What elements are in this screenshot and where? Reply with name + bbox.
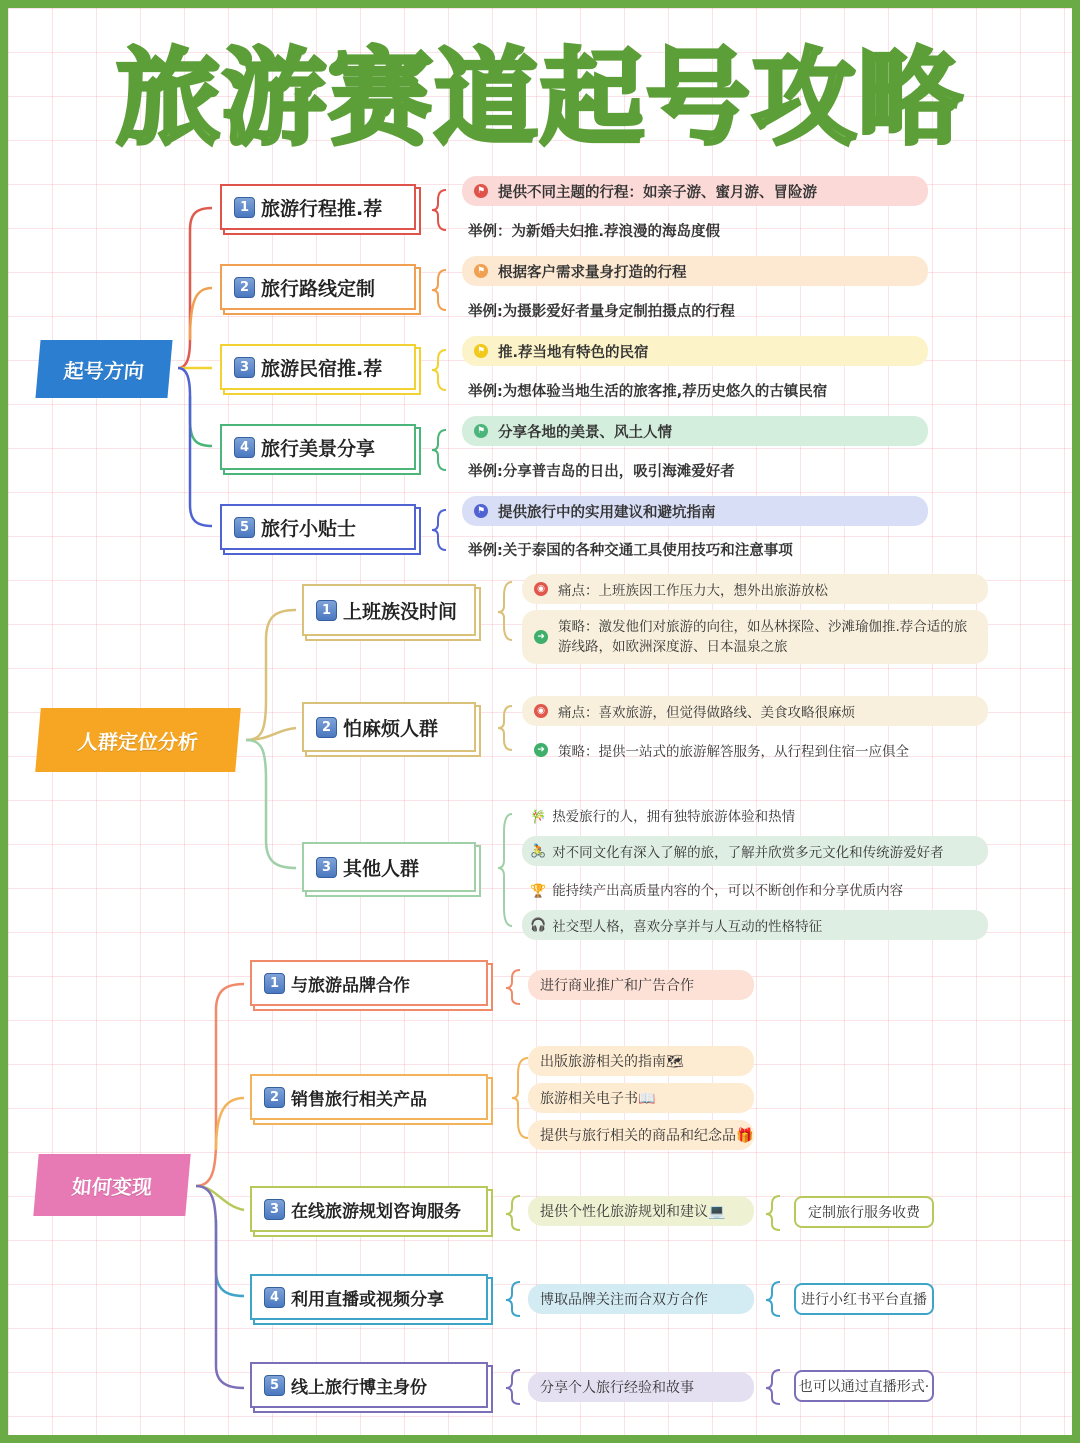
direction-example-5: 举例:关于泰国的各种交通工具使用技巧和注意事项: [468, 543, 793, 559]
direction-point-3: ⚑ 推.荐当地有特色的民宿: [462, 336, 928, 366]
flag-icon: ⚑: [474, 504, 488, 518]
number-badge: 5: [234, 517, 255, 538]
flag-icon: ⚑: [474, 264, 488, 278]
direction-item-label: 旅游行程推.荐: [261, 197, 383, 220]
number-badge: 4: [234, 437, 255, 458]
monetize-sub-4-1: 博取品牌关注而合双方合作: [528, 1284, 754, 1314]
audience-group-3: [302, 842, 476, 892]
monetize-item-3: [250, 1186, 488, 1232]
number-badge: 3: [316, 857, 337, 878]
number-badge: 4: [264, 1287, 285, 1308]
direction-example-3: 举例:为想体验当地生活的旅客推,荐历史悠久的古镇民宿: [468, 384, 828, 400]
strategy-icon: ➜: [534, 630, 548, 644]
category-audience: 人群定位分析: [35, 708, 241, 772]
monetize-item-label: 与旅游品牌合作: [291, 975, 410, 996]
audience-group-1: [302, 584, 476, 636]
flag-icon: ⚑: [474, 424, 488, 438]
number-badge: 2: [316, 717, 337, 738]
number-badge: 1: [264, 973, 285, 994]
category-direction: 起号方向: [35, 340, 172, 398]
flag-icon: ⚑: [474, 344, 488, 358]
direction-point-2: ⚑ 根据客户需求量身打造的行程: [462, 256, 928, 286]
direction-item-label: 旅行路线定制: [261, 277, 376, 300]
direction-item-2: [220, 264, 416, 310]
cyclist-icon: 🚴: [530, 843, 547, 859]
audience-group-label: 怕麻烦人群: [343, 717, 439, 740]
audience-point-1-1: ◉ 痛点：上班族因工作压力大，想外出旅游放松: [522, 574, 988, 604]
audience-point-3-3: 🏆 能持续产出高质量内容的个，可以不断创作和分享优质内容: [530, 883, 904, 899]
monetize-sub-2-3: 提供与旅行相关的商品和纪念品🎁: [528, 1120, 754, 1150]
monetize-sub-2-1: 出版旅游相关的指南🗺: [528, 1046, 754, 1076]
monetize-extra-5: 也可以通过直播形式·: [794, 1370, 934, 1402]
monetize-item-2: [250, 1074, 488, 1120]
monetize-extra-4: 进行小红书平台直播: [794, 1283, 934, 1315]
direction-item-label: 旅行美景分享: [261, 437, 376, 460]
headphones-icon: 🎧: [530, 917, 547, 933]
audience-point-1-2: ➜ 策略：激发他们对旅游的向往，如丛林探险、沙滩瑜伽推.荐合适的旅游线路，如欧洲深度游、日本温泉之旅: [522, 610, 988, 664]
audience-point-2-1: ◉ 痛点：喜欢旅游，但觉得做路线、美食攻略很麻烦: [522, 696, 988, 726]
direction-item-3: [220, 344, 416, 390]
page-title: 旅游赛道起号攻略: [115, 37, 964, 159]
monetize-item-label: 在线旅游规划咨询服务: [291, 1201, 461, 1222]
pain-icon: ◉: [534, 704, 548, 718]
number-badge: 2: [264, 1087, 285, 1108]
audience-point-3-2: 🚴 对不同文化有深入了解的旅，了解并欣赏多元文化和传统游爱好者: [522, 836, 988, 866]
monetize-item-5: [250, 1362, 488, 1408]
monetize-item-label: 利用直播或视频分享: [291, 1289, 444, 1310]
category-monetize: 如何变现: [33, 1154, 190, 1216]
direction-item-label: 旅游民宿推.荐: [261, 357, 383, 380]
monetize-sub-1-1: 进行商业推广和广告合作: [528, 970, 754, 1000]
bamboo-icon: 🎋: [530, 810, 547, 825]
monetize-item-1: [250, 960, 488, 1006]
direction-point-4: ⚑ 分享各地的美景、风土人情: [462, 416, 928, 446]
trophy-icon: 🏆: [530, 884, 547, 899]
direction-example-2: 举例:为摄影爱好者量身定制拍摄点的行程: [468, 304, 735, 320]
monetize-item-4: [250, 1274, 488, 1320]
direction-item-4: [220, 424, 416, 470]
audience-point-3-4: 🎧 社交型人格，喜欢分享并与人互动的性格特征: [522, 910, 988, 940]
direction-example-1: 举例：为新婚夫妇推.荐浪漫的海岛度假: [468, 224, 721, 240]
audience-group-label: 上班族没时间: [343, 600, 458, 623]
pain-icon: ◉: [534, 582, 548, 596]
number-badge: 3: [264, 1199, 285, 1220]
monetize-sub-3-1: 提供个性化旅游规划和建议💻: [528, 1196, 754, 1226]
direction-item-5: [220, 504, 416, 550]
audience-point-3-1: 🎋 热爱旅行的人，拥有独特旅游体验和热情: [530, 809, 796, 825]
audience-group-label: 其他人群: [343, 857, 420, 880]
direction-item-label: 旅行小贴士: [261, 517, 357, 540]
audience-group-2: [302, 702, 476, 752]
audience-point-2-2: ➜ 策略：提供一站式的旅游解答服务，从行程到住宿一应俱全: [534, 740, 909, 760]
number-badge: 2: [234, 277, 255, 298]
flag-icon: ⚑: [474, 184, 488, 198]
monetize-item-label: 销售旅行相关产品: [291, 1089, 427, 1110]
direction-point-5: ⚑ 提供旅行中的实用建议和避坑指南: [462, 496, 928, 526]
number-badge: 3: [234, 357, 255, 378]
direction-point-1: ⚑ 提供不同主题的行程：如亲子游、蜜月游、冒险游: [462, 176, 928, 206]
direction-item-1: [220, 184, 416, 230]
number-badge: 5: [264, 1375, 285, 1396]
direction-example-4: 举例:分享普吉岛的日出，吸引海滩爱好者: [468, 464, 735, 480]
monetize-item-label: 线上旅行博主身份: [291, 1377, 427, 1398]
monetize-sub-5-1: 分享个人旅行经验和故事: [528, 1372, 754, 1402]
number-badge: 1: [316, 600, 337, 621]
strategy-icon: ➜: [534, 743, 548, 757]
monetize-sub-2-2: 旅游相关电子书📖: [528, 1083, 754, 1113]
monetize-extra-3: 定制旅行服务收费: [794, 1196, 934, 1228]
number-badge: 1: [234, 197, 255, 218]
